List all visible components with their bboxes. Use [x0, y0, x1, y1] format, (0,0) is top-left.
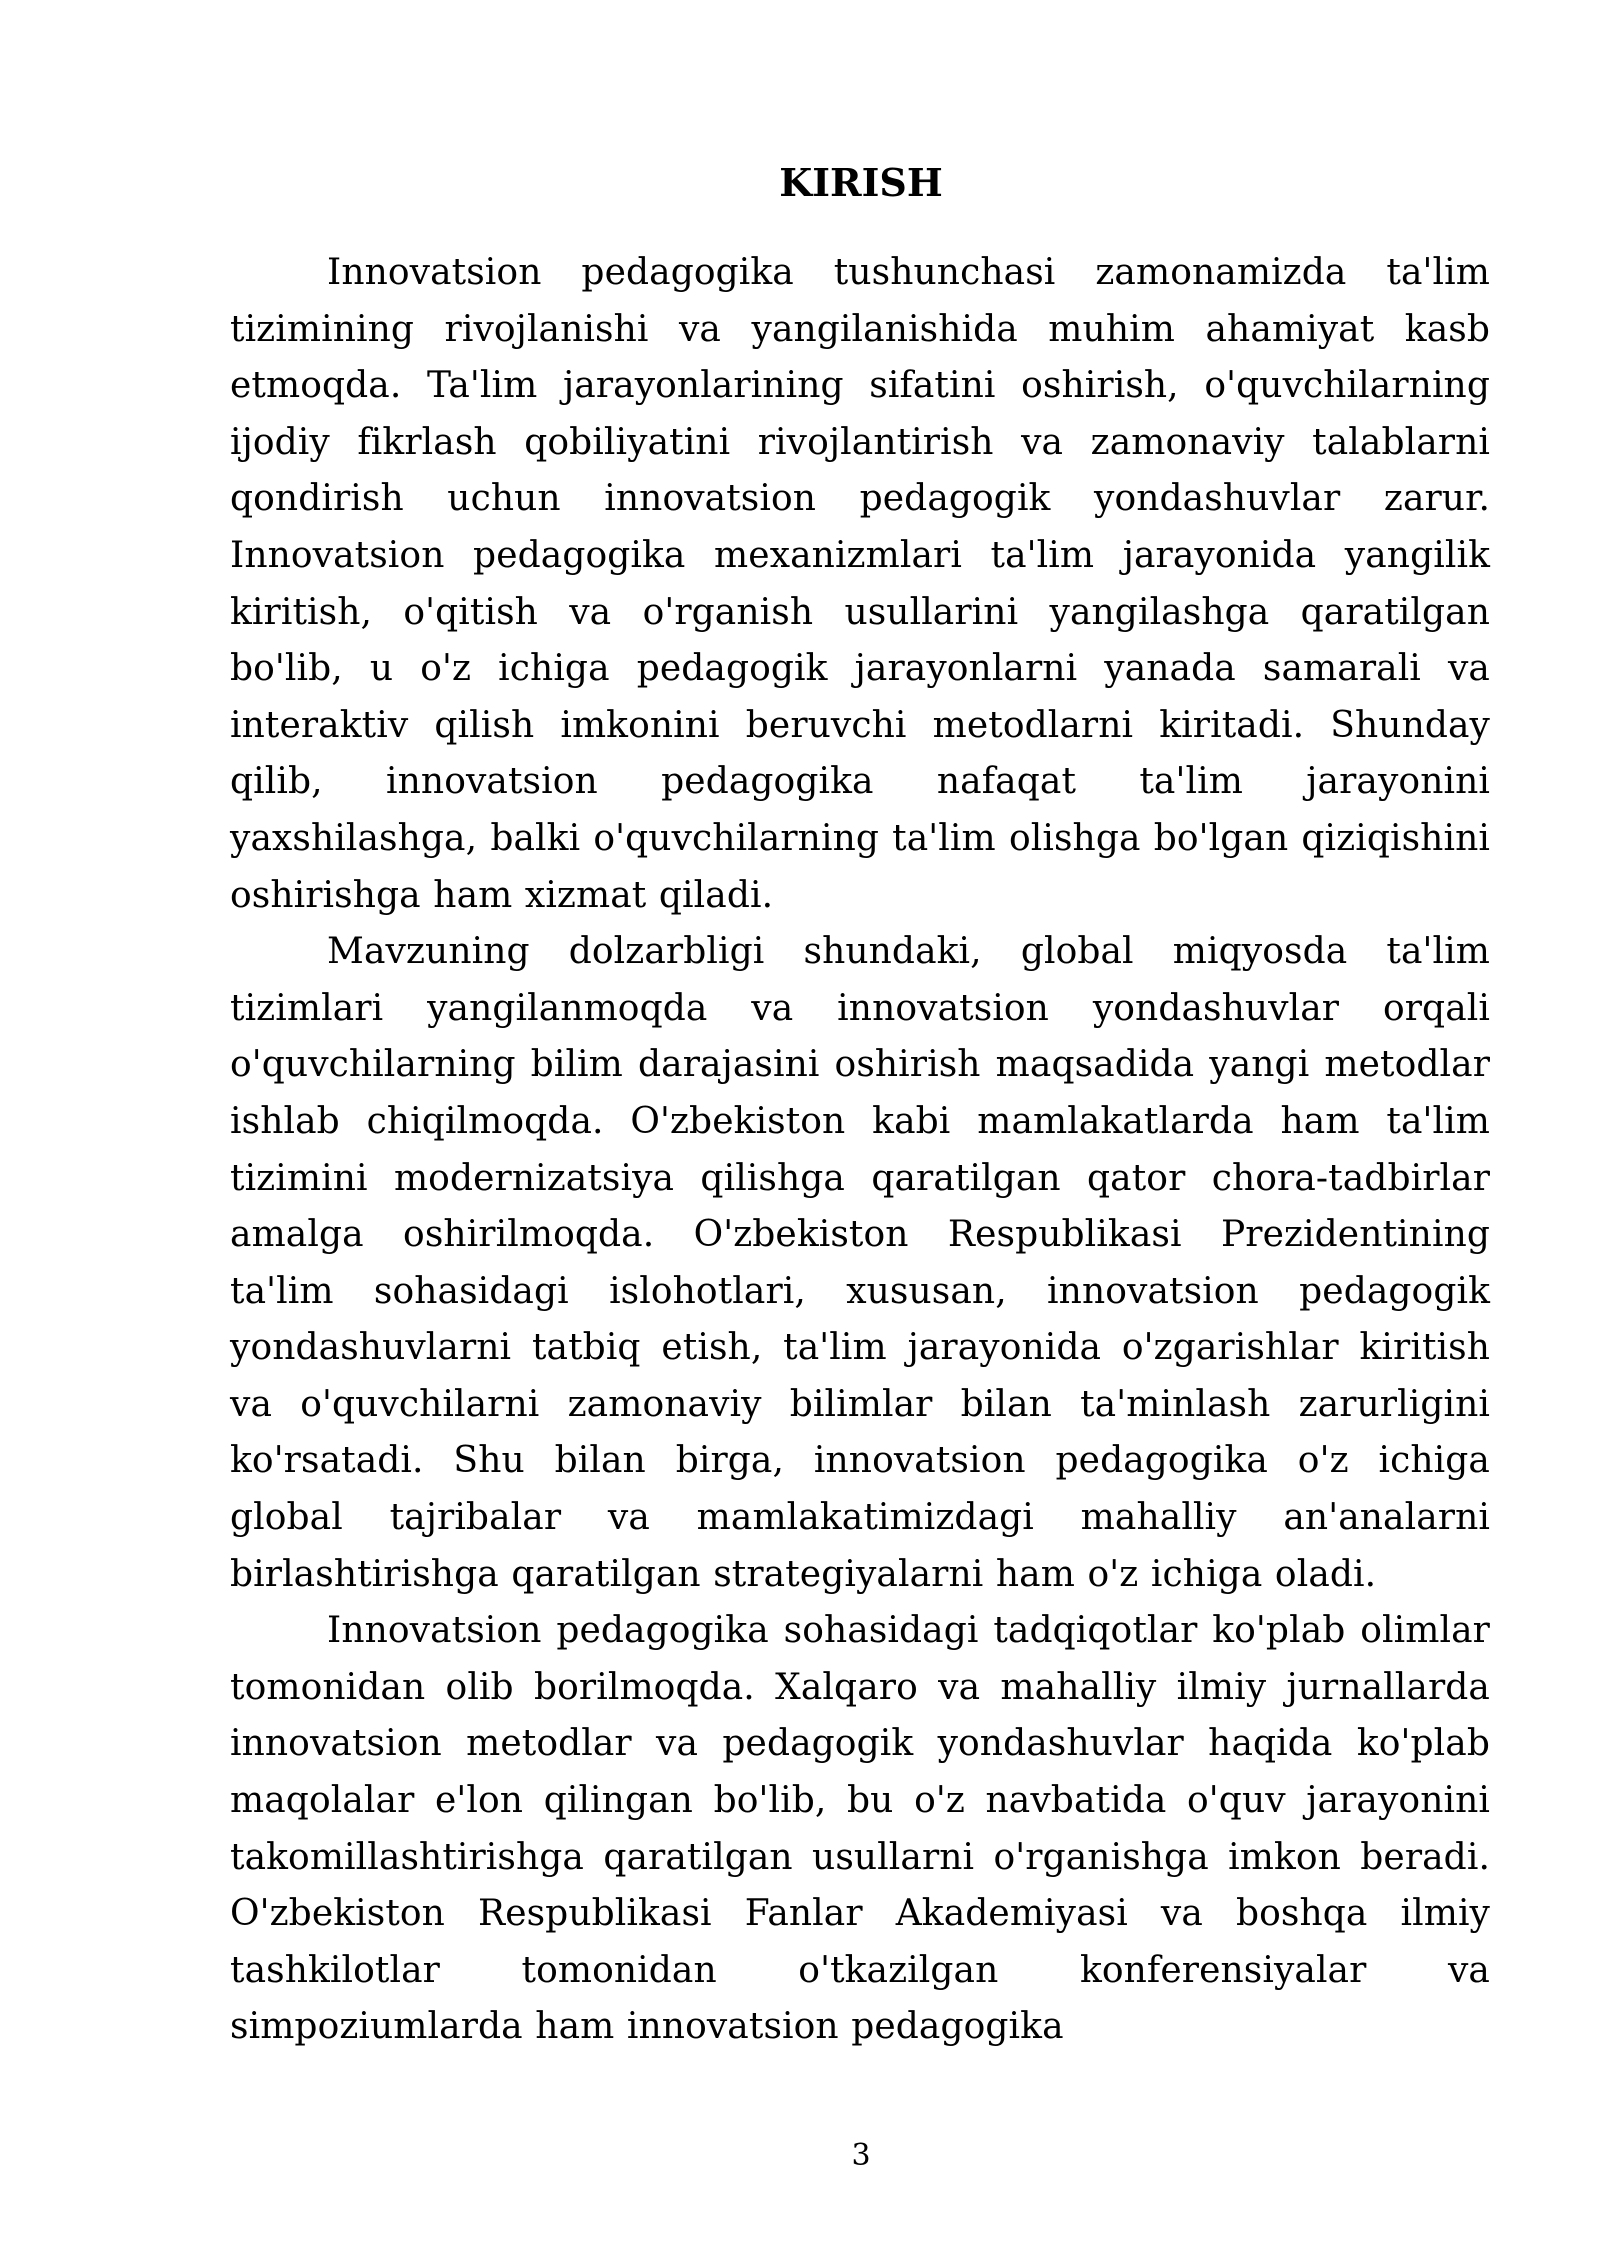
section-heading: KIRISH [779, 160, 943, 205]
page-number: 3 [851, 2138, 871, 2173]
body-text [230, 245, 1490, 2056]
paragraph-2: Mavzuning dolzarbligi shundaki, global miqyosda ta'lim tizimlari yangilanmoqda va innovatsion yondashuvlar orqali o'quvchilarning bilim darajasini oshirish maqsadida yangi metodlar ishlab chiqilmoqda. O'zbekiston kabi mamlakatlarda ham ta'lim tizimini modernizatsiya qilishga qaratilgan qator chora-tadbirlar amalga oshirilmoqda. O'zbekiston Respublikasi Prezidentining ta'lim sohasidagi islohotlari, xususan, innovatsion pedagogik yondashuvlarni tatbiq etish, ta'lim jarayonida o'zgarishlar kiritish va o'quvchilarni zamonaviy bilimlar bilan ta'minlash zarurligini ko'rsatadi. Shu bilan birga, innovatsion pedagogika o'z ichiga global tajribalar va mamlakatimizdagi mahalliy an'analarni birlashtirishga qaratilgan strategiyalarni ham o'z ichiga oladi. [230, 931, 1490, 1595]
paragraph-3: Innovatsion pedagogika sohasidagi tadqiqotlar ko'plab olimlar tomonidan olib borilmoqda. Xalqaro va mahalliy ilmiy jurnallarda innovatsion metodlar va pedagogik yondashuvlar haqida ko'plab maqolalar e'lon qilingan bo'lib, bu o'z navbatida o'quv jarayonini takomillashtirishga qaratilgan usullarni o'rganishga imkon beradi. O'zbekiston Respublikasi Fanlar Akademiyasi va boshqa ilmiy tashkilotlar tomonidan o'tkazilgan konferensiyalar va simpoziumlarda ham innovatsion pedagogika [230, 1610, 1490, 2048]
paragraph-1: Innovatsion pedagogika tushunchasi zamonamizda ta'lim tizimining rivojlanishi va yangilanishida muhim ahamiyat kasb etmoqda. Ta'lim jarayonlarining sifatini oshirish, o'quvchilarning ijodiy fikrlash qobiliyatini rivojlantirish va zamonaviy talablarni qondirish uchun innovatsion pedagogik yondashuvlar zarur. Innovatsion pedagogika mexanizmlari ta'lim jarayonida yangilik kiritish, o'qitish va o'rganish usullarini yangilashga qaratilgan bo'lib, u o'z ichiga pedagogik jarayonlarni yanada samarali va interaktiv qilish imkonini beruvchi metodlarni kiritadi. Shunday qilib, innovatsion pedagogika nafaqat ta'lim jarayonini yaxshilashga, balki o'quvchilarning ta'lim olishga bo'lgan qiziqishini oshirishga ham xizmat qiladi. [230, 252, 1490, 916]
